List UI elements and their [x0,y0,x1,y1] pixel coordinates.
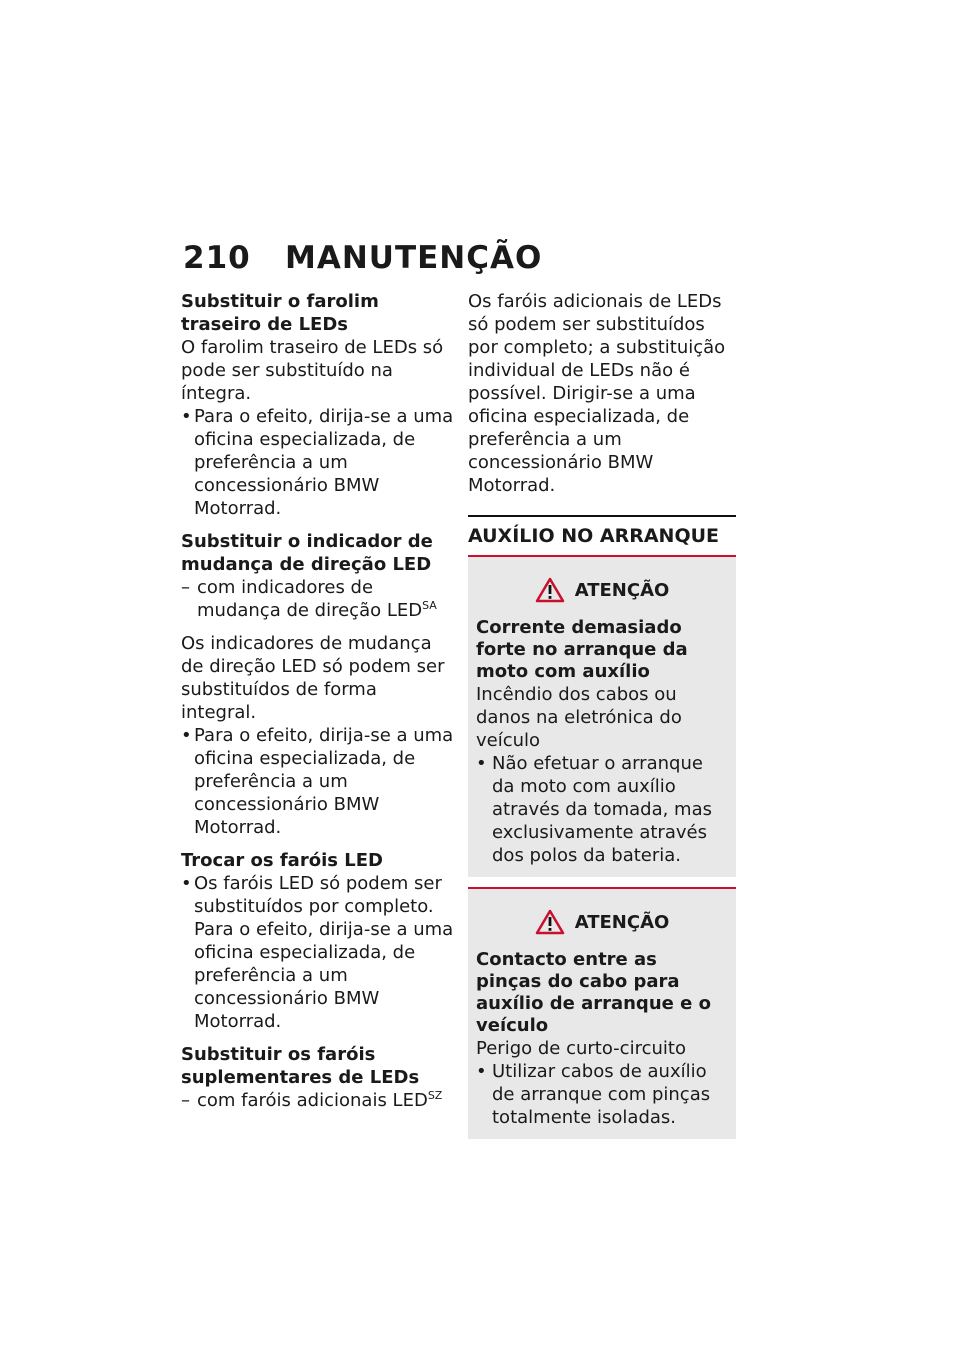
bullet-item: • Para o efeito, dirija-se a uma oficina especializada, de preferência a um concessionário BMW Motorrad. [181,405,456,520]
page-header [183,240,542,276]
option-line [181,576,456,622]
left-column [181,290,456,1112]
option-text: com faróis adicionais LED [197,1090,428,1111]
option-code: SZ [427,1089,443,1102]
divider [468,877,736,889]
warning-label [476,577,728,603]
warning-label-text: ATENÇÃO [574,579,670,601]
chapter-heading: AUXÍLIO NO ARRANQUE [468,515,736,557]
right-column [468,290,736,1139]
warning-text: Perigo de curto-circuito [476,1038,686,1059]
paragraph: Os faróis adicionais de LEDs só podem ser substituídos por completo; a substituição individual de LEDs não é possível. Dirigir-se a uma oficina especializada, de preferência a um concessionário BMW Motorrad. [468,291,726,496]
bullet-item: • Para o efeito, dirija-se a uma oficina especializada, de preferência a um concessionário BMW Motorrad. [181,724,456,839]
warning-label-text: ATENÇÃO [574,911,670,933]
bullet-item: • Os faróis LED só podem ser substituídos por completo. Para o efeito, dirija-se a uma oficina especializada, de preferência a um concessionário BMW Motorrad. [181,872,456,1033]
warning-triangle-icon [535,577,565,603]
bullet-item: • Não efetuar o arranque da moto com auxílio através da tomada, mas exclusivamente através dos polos da bateria. [476,752,728,867]
warning-label [476,909,728,935]
option-line [181,1089,456,1112]
option-text: com indicadores de mudança de direção LED [197,577,423,621]
page-number: 210 [183,240,251,276]
option-code: SA [422,599,437,612]
warning-title: Contacto entre as pinças do cabo para auxílio de arranque e o veículo [476,949,711,1036]
section-title: Substituir os faróis suplementares de LEDs [181,1044,420,1088]
warning-text: Incêndio dos cabos ou danos na eletrónica do veículo [476,684,682,751]
chapter-title: MANUTENÇÃO [285,240,543,276]
warning-title: Corrente demasiado forte no arranque da moto com auxílio [476,617,688,682]
section-title: Substituir o indicador de mudança de direção LED [181,531,433,575]
warning-box [468,889,736,1139]
section-title: Trocar os faróis LED [181,850,383,871]
warning-triangle-icon [535,909,565,935]
warning-box [468,557,736,877]
paragraph: O farolim traseiro de LEDs só pode ser substituído na íntegra. [181,337,444,404]
section-title: Substituir o farolim traseiro de LEDs [181,291,379,335]
bullet-item: • Utilizar cabos de auxílio de arranque com pinças totalmente isoladas. [476,1060,728,1129]
paragraph: Os indicadores de mudança de direção LED só podem ser substituídos de forma integral. [181,633,445,723]
